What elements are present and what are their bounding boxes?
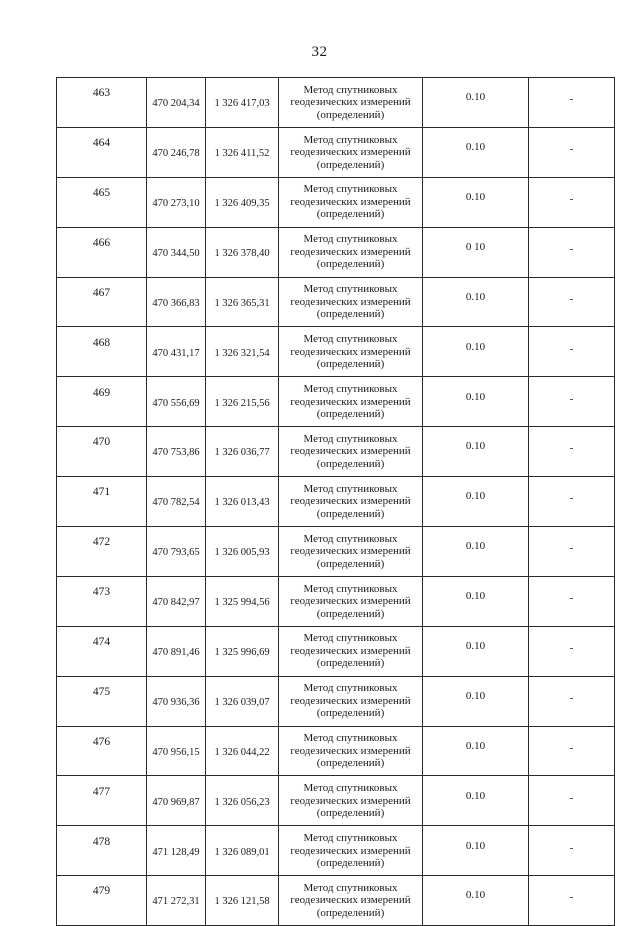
accuracy-cell xyxy=(423,477,529,527)
method-cell xyxy=(279,78,423,128)
description-cell-text: - xyxy=(569,841,574,854)
y-coordinate-cell: 1 326 378,40 xyxy=(206,227,279,277)
method-line: (определений) xyxy=(316,358,385,371)
point-number-cell-text: 466 xyxy=(92,236,111,249)
method-line: (определений) xyxy=(316,208,385,221)
point-number-cell xyxy=(57,377,147,427)
method-cell xyxy=(279,427,423,477)
x-coordinate-cell: 470 366,83 xyxy=(147,277,206,327)
method-line: Метод спутниковых xyxy=(303,133,398,146)
x-coordinate-cell: 470 246,78 xyxy=(147,127,206,177)
method-line: Метод спутниковых xyxy=(303,83,398,96)
description-cell-text: - xyxy=(569,242,574,255)
description-cell xyxy=(529,527,615,577)
description-cell-text: - xyxy=(569,592,574,605)
method-line: геодезических измерений xyxy=(290,794,411,807)
description-cell xyxy=(529,277,615,327)
method-line: геодезических измерений xyxy=(290,694,411,707)
accuracy-cell-text: 0.10 xyxy=(465,639,486,652)
method-line: геодезических измерений xyxy=(290,146,411,159)
y-coordinate-cell: 1 325 996,69 xyxy=(206,626,279,676)
point-number-cell xyxy=(57,127,147,177)
point-number-cell-text: 477 xyxy=(92,785,111,798)
method-line: Метод спутниковых xyxy=(303,832,398,845)
page-number: 32 xyxy=(311,44,328,60)
point-number-cell-text: 470 xyxy=(92,436,111,449)
point-number-cell xyxy=(57,327,147,377)
description-cell xyxy=(529,626,615,676)
point-number-cell-text: 472 xyxy=(92,536,111,549)
method-cell xyxy=(279,876,423,926)
description-cell xyxy=(529,127,615,177)
table-row xyxy=(57,676,615,726)
method-line: Метод спутниковых xyxy=(303,732,398,745)
description-cell-text: - xyxy=(569,93,574,106)
point-number-cell-text: 478 xyxy=(92,835,111,848)
method-line: (определений) xyxy=(316,807,385,820)
point-number-cell-text: 469 xyxy=(92,386,111,399)
point-number-cell xyxy=(57,826,147,876)
y-coordinate-cell: 1 326 036,77 xyxy=(206,427,279,477)
y-coordinate-cell: 1 326 044,22 xyxy=(206,726,279,776)
table-row xyxy=(57,277,615,327)
accuracy-cell-text: 0.10 xyxy=(465,340,486,353)
y-coordinate-cell: 1 326 056,23 xyxy=(206,776,279,826)
method-line: геодезических измерений xyxy=(290,595,411,608)
point-number-cell xyxy=(57,78,147,128)
table-row xyxy=(57,127,615,177)
accuracy-cell xyxy=(423,277,529,327)
x-coordinate-cell: 470 793,65 xyxy=(147,527,206,577)
point-number-cell xyxy=(57,676,147,726)
accuracy-cell-text: 0.10 xyxy=(465,540,486,553)
x-coordinate-cell: 470 969,87 xyxy=(147,776,206,826)
point-number-cell xyxy=(57,527,147,577)
y-coordinate-cell: 1 326 409,35 xyxy=(206,177,279,227)
method-cell xyxy=(279,527,423,577)
table-row xyxy=(57,327,615,377)
method-line: геодезических измерений xyxy=(290,96,411,109)
method-line: геодезических измерений xyxy=(290,545,411,558)
accuracy-cell xyxy=(423,227,529,277)
method-cell xyxy=(279,127,423,177)
method-line: Метод спутниковых xyxy=(303,881,398,894)
method-line: (определений) xyxy=(316,507,385,520)
accuracy-cell xyxy=(423,377,529,427)
description-cell xyxy=(529,576,615,626)
method-line: (определений) xyxy=(316,906,385,919)
method-line: геодезических измерений xyxy=(290,495,411,508)
x-coordinate-cell: 471 272,31 xyxy=(147,876,206,926)
method-line: Метод спутниковых xyxy=(303,632,398,645)
method-cell xyxy=(279,726,423,776)
method-line: (определений) xyxy=(316,308,385,321)
method-cell xyxy=(279,826,423,876)
method-line: Метод спутниковых xyxy=(303,383,398,396)
method-line: (определений) xyxy=(316,457,385,470)
accuracy-cell xyxy=(423,676,529,726)
point-number-cell-text: 479 xyxy=(92,885,111,898)
table-row xyxy=(57,527,615,577)
accuracy-cell xyxy=(423,626,529,676)
x-coordinate-cell: 470 431,17 xyxy=(147,327,206,377)
point-number-cell-text: 468 xyxy=(92,336,111,349)
method-line: (определений) xyxy=(316,557,385,570)
accuracy-cell-text: 0.10 xyxy=(465,739,486,752)
description-cell-text: - xyxy=(569,741,574,754)
method-line: (определений) xyxy=(316,607,385,620)
x-coordinate-cell: 470 273,10 xyxy=(147,177,206,227)
accuracy-cell-text: 0.10 xyxy=(465,590,486,603)
y-coordinate-cell: 1 326 121,58 xyxy=(206,876,279,926)
description-cell xyxy=(529,177,615,227)
x-coordinate-cell: 470 842,97 xyxy=(147,576,206,626)
accuracy-cell xyxy=(423,427,529,477)
accuracy-cell-text: 0.10 xyxy=(465,889,486,902)
accuracy-cell-text: 0.10 xyxy=(465,689,486,702)
y-coordinate-cell: 1 326 411,52 xyxy=(206,127,279,177)
x-coordinate-cell: 470 204,34 xyxy=(147,78,206,128)
accuracy-cell-text: 0.10 xyxy=(465,839,486,852)
method-line: геодезических измерений xyxy=(290,445,411,458)
point-number-cell xyxy=(57,427,147,477)
point-number-cell xyxy=(57,177,147,227)
method-line: Метод спутниковых xyxy=(303,682,398,695)
method-line: геодезических измерений xyxy=(290,345,411,358)
point-number-cell xyxy=(57,876,147,926)
point-number-cell-text: 464 xyxy=(92,137,111,150)
table-row xyxy=(57,876,615,926)
point-number-cell xyxy=(57,776,147,826)
description-cell-text: - xyxy=(569,442,574,455)
method-line: Метод спутниковых xyxy=(303,532,398,545)
table-row xyxy=(57,576,615,626)
x-coordinate-cell: 470 782,54 xyxy=(147,477,206,527)
method-line: (определений) xyxy=(316,757,385,770)
table-row xyxy=(57,427,615,477)
accuracy-cell-text: 0.10 xyxy=(465,190,486,203)
point-number-cell xyxy=(57,726,147,776)
table-row xyxy=(57,477,615,527)
method-line: Метод спутниковых xyxy=(303,582,398,595)
method-cell xyxy=(279,776,423,826)
accuracy-cell xyxy=(423,726,529,776)
accuracy-cell xyxy=(423,527,529,577)
method-line: (определений) xyxy=(316,258,385,271)
y-coordinate-cell: 1 326 417,03 xyxy=(206,78,279,128)
method-cell xyxy=(279,227,423,277)
point-number-cell-text: 463 xyxy=(92,87,111,100)
method-line: Метод спутниковых xyxy=(303,233,398,246)
method-line: геодезических измерений xyxy=(290,395,411,408)
method-line: геодезических измерений xyxy=(290,644,411,657)
method-line: Метод спутниковых xyxy=(303,333,398,346)
accuracy-cell-text: 0.10 xyxy=(465,141,486,154)
table-row xyxy=(57,826,615,876)
description-cell-text: - xyxy=(569,791,574,804)
method-line: геодезических измерений xyxy=(290,295,411,308)
method-cell xyxy=(279,277,423,327)
point-number-cell-text: 471 xyxy=(92,486,111,499)
method-cell xyxy=(279,177,423,227)
description-cell-text: - xyxy=(569,392,574,405)
y-coordinate-cell: 1 325 994,56 xyxy=(206,576,279,626)
accuracy-cell-text: 0.10 xyxy=(465,91,486,104)
description-cell xyxy=(529,826,615,876)
description-cell xyxy=(529,377,615,427)
accuracy-cell-text: 0.10 xyxy=(465,789,486,802)
description-cell xyxy=(529,726,615,776)
description-cell-text: - xyxy=(569,143,574,156)
method-cell xyxy=(279,676,423,726)
point-number-cell-text: 467 xyxy=(92,286,111,299)
x-coordinate-cell: 470 936,36 xyxy=(147,676,206,726)
x-coordinate-cell: 470 344,50 xyxy=(147,227,206,277)
coordinates-table xyxy=(56,77,615,926)
method-line: геодезических измерений xyxy=(290,245,411,258)
method-cell xyxy=(279,377,423,427)
description-cell-text: - xyxy=(569,641,574,654)
table-row xyxy=(57,776,615,826)
method-line: геодезических измерений xyxy=(290,195,411,208)
table-row xyxy=(57,726,615,776)
method-line: Метод спутниковых xyxy=(303,432,398,445)
point-number-cell xyxy=(57,626,147,676)
y-coordinate-cell: 1 326 039,07 xyxy=(206,676,279,726)
y-coordinate-cell: 1 326 013,43 xyxy=(206,477,279,527)
method-cell xyxy=(279,477,423,527)
accuracy-cell xyxy=(423,826,529,876)
accuracy-cell-text: 0 10 xyxy=(465,240,486,253)
point-number-cell xyxy=(57,576,147,626)
x-coordinate-cell: 470 556,69 xyxy=(147,377,206,427)
description-cell xyxy=(529,876,615,926)
description-cell xyxy=(529,427,615,477)
method-line: (определений) xyxy=(316,707,385,720)
coordinates-table-body xyxy=(57,78,615,926)
accuracy-cell xyxy=(423,576,529,626)
accuracy-cell-text: 0.10 xyxy=(465,440,486,453)
description-cell xyxy=(529,477,615,527)
description-cell xyxy=(529,776,615,826)
y-coordinate-cell: 1 326 089,01 xyxy=(206,826,279,876)
method-line: (определений) xyxy=(316,158,385,171)
point-number-cell-text: 473 xyxy=(92,586,111,599)
accuracy-cell xyxy=(423,177,529,227)
x-coordinate-cell: 470 956,15 xyxy=(147,726,206,776)
description-cell xyxy=(529,78,615,128)
point-number-cell xyxy=(57,227,147,277)
method-line: (определений) xyxy=(316,108,385,121)
point-number-cell-text: 475 xyxy=(92,685,111,698)
y-coordinate-cell: 1 326 321,54 xyxy=(206,327,279,377)
table-row xyxy=(57,227,615,277)
method-cell xyxy=(279,576,423,626)
table-row xyxy=(57,626,615,676)
method-line: геодезических измерений xyxy=(290,894,411,907)
description-cell-text: - xyxy=(569,492,574,505)
description-cell xyxy=(529,227,615,277)
y-coordinate-cell: 1 326 365,31 xyxy=(206,277,279,327)
method-line: Метод спутниковых xyxy=(303,782,398,795)
table-row xyxy=(57,377,615,427)
accuracy-cell xyxy=(423,776,529,826)
table-row xyxy=(57,177,615,227)
description-cell-text: - xyxy=(569,342,574,355)
method-line: (определений) xyxy=(316,408,385,421)
method-line: (определений) xyxy=(316,657,385,670)
method-cell xyxy=(279,327,423,377)
method-line: геодезических измерений xyxy=(290,844,411,857)
point-number-cell-text: 465 xyxy=(92,186,111,199)
description-cell-text: - xyxy=(569,292,574,305)
point-number-cell xyxy=(57,477,147,527)
method-cell xyxy=(279,626,423,676)
description-cell-text: - xyxy=(569,691,574,704)
description-cell-text: - xyxy=(569,891,574,904)
method-line: геодезических измерений xyxy=(290,744,411,757)
method-line: Метод спутниковых xyxy=(303,482,398,495)
description-cell xyxy=(529,327,615,377)
point-number-cell-text: 476 xyxy=(92,735,111,748)
x-coordinate-cell: 470 753,86 xyxy=(147,427,206,477)
description-cell-text: - xyxy=(569,542,574,555)
method-line: Метод спутниковых xyxy=(303,183,398,196)
point-number-cell-text: 474 xyxy=(92,635,111,648)
point-number-cell xyxy=(57,277,147,327)
accuracy-cell-text: 0.10 xyxy=(465,490,486,503)
accuracy-cell xyxy=(423,78,529,128)
x-coordinate-cell: 470 891,46 xyxy=(147,626,206,676)
table-row xyxy=(57,78,615,128)
description-cell-text: - xyxy=(569,192,574,205)
accuracy-cell xyxy=(423,876,529,926)
accuracy-cell-text: 0.10 xyxy=(465,290,486,303)
y-coordinate-cell: 1 326 215,56 xyxy=(206,377,279,427)
method-line: (определений) xyxy=(316,857,385,870)
accuracy-cell-text: 0.10 xyxy=(465,390,486,403)
method-line: Метод спутниковых xyxy=(303,283,398,296)
description-cell xyxy=(529,676,615,726)
x-coordinate-cell: 471 128,49 xyxy=(147,826,206,876)
accuracy-cell xyxy=(423,127,529,177)
y-coordinate-cell: 1 326 005,93 xyxy=(206,527,279,577)
accuracy-cell xyxy=(423,327,529,377)
